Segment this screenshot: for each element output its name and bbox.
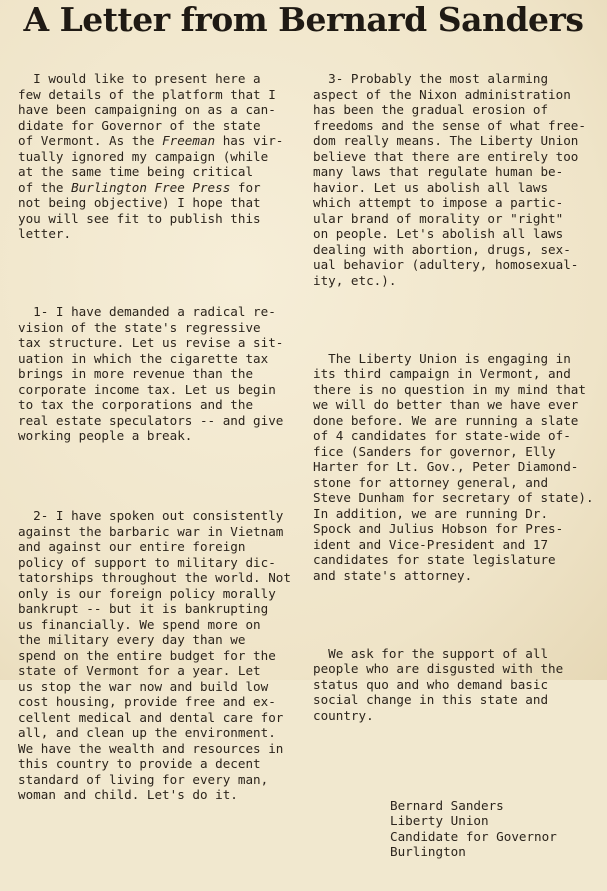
text-line: us financially. We spend more on xyxy=(18,616,261,632)
signature-block xyxy=(390,798,603,860)
text-line: on people. Let's abolish all laws xyxy=(313,226,564,241)
text-line: believe that there are entirely too xyxy=(313,148,579,164)
line-segment: has vir- xyxy=(215,133,284,148)
text-line: corporate income tax. Let us begin xyxy=(18,381,276,397)
text-line: we will do better than we have ever xyxy=(313,397,579,412)
text-line: stone for attorney general, and xyxy=(313,474,549,490)
text-line: ual behavior (adultery, homosexual- xyxy=(313,257,579,272)
signature-party: Liberty Union xyxy=(390,813,489,828)
text-line: social change in this state and xyxy=(313,692,549,707)
text-line: have been campaigning on as a can- xyxy=(18,102,276,117)
text-line: fice (Sanders for governor, Elly xyxy=(313,443,556,459)
text-line: and against our entire foreign xyxy=(18,539,246,554)
text-line: brings in more revenue than the xyxy=(18,366,254,381)
text-line: ident and Vice-President and 17 xyxy=(313,536,549,552)
signature-name: Bernard Sanders xyxy=(390,797,504,813)
text-line: which attempt to impose a partic- xyxy=(313,195,564,210)
appeal-paragraph xyxy=(313,646,603,724)
text-line: The Liberty Union is engaging in xyxy=(313,350,571,366)
text-line: ity, etc.). xyxy=(313,272,397,288)
point-2-paragraph xyxy=(18,508,304,803)
text-line: done before. We are running a slate xyxy=(313,412,579,428)
text-line: bankrupt -- but it is bankrupting xyxy=(18,601,269,616)
text-line: to tax the corporations and the xyxy=(18,397,254,412)
text-line: 2- I have spoken out consistently xyxy=(18,508,284,523)
text-line: ular brand of morality or "right" xyxy=(313,210,564,226)
text-line: standard of living for every man, xyxy=(18,771,269,787)
signature-city: Burlington xyxy=(390,844,466,859)
text-line: cellent medical and dental care for xyxy=(18,709,284,725)
text-line: aspect of the Nixon administration xyxy=(313,86,571,102)
text-line: state of Vermont for a year. Let xyxy=(18,663,261,678)
text-line: woman and child. Let's do it. xyxy=(18,787,238,802)
text-line xyxy=(18,180,304,196)
text-line: this country to provide a decent xyxy=(18,756,261,771)
text-line: us stop the war now and build low xyxy=(18,678,269,694)
text-line: not being objective) I hope that xyxy=(18,195,261,210)
text-line: Spock and Julius Hobson for Pres- xyxy=(313,521,564,536)
text-line: only is our foreign policy morally xyxy=(18,585,276,601)
text-line: policy of support to military dic- xyxy=(18,554,276,570)
text-line: all, and clean up the environment. xyxy=(18,725,276,740)
text-line: against the barbaric war in Vietnam xyxy=(18,523,284,539)
text-line: status quo and who demand basic xyxy=(313,676,549,692)
right-column xyxy=(313,40,603,891)
text-line: spend on the entire budget for the xyxy=(18,647,276,663)
text-line: freedoms and the sense of what free- xyxy=(313,117,586,133)
text-line: dealing with abortion, drugs, sex- xyxy=(313,241,571,257)
text-line: tatorships throughout the world. Not xyxy=(18,570,291,585)
line-segment: of the xyxy=(18,179,72,195)
text-line: cost housing, provide free and ex- xyxy=(18,694,276,709)
point-3-paragraph xyxy=(313,71,603,288)
text-line: candidates for state legislature xyxy=(313,552,556,567)
text-line: vision of the state's regressive xyxy=(18,319,261,335)
point-1-paragraph xyxy=(18,304,304,444)
intro-paragraph xyxy=(18,71,304,242)
text-line: In addition, we are running Dr. xyxy=(313,505,549,521)
text-line: We ask for the support of all xyxy=(313,645,549,661)
text-line xyxy=(18,133,304,149)
text-line: letter. xyxy=(18,226,72,241)
text-line: We have the wealth and resources in xyxy=(18,740,284,756)
text-line: Harter for Lt. Gov., Peter Diamond- xyxy=(313,459,579,474)
text-line: and state's attorney. xyxy=(313,567,473,583)
text-line: at the same time being critical xyxy=(18,164,254,179)
line-segment: of Vermont. As the xyxy=(18,133,163,148)
left-column xyxy=(18,40,304,834)
text-line: I would like to present here a xyxy=(18,71,261,86)
text-line: dom really means. The Liberty Union xyxy=(313,133,579,148)
campaign-paragraph xyxy=(313,351,603,584)
text-line: country. xyxy=(313,707,374,723)
text-line: the military every day than we xyxy=(18,632,246,647)
text-line: tually ignored my campaign (while xyxy=(18,148,269,164)
publication-name: Burlington Free Press xyxy=(71,179,231,195)
line-segment: for xyxy=(230,179,261,195)
text-line: 1- I have demanded a radical re- xyxy=(18,304,276,319)
signature-role: Candidate for Governor xyxy=(390,828,557,844)
text-line: real estate speculators -- and give xyxy=(18,412,284,428)
text-line: Steve Dunham for secretary of state). xyxy=(313,490,594,505)
text-line: didate for Governor of the state xyxy=(18,117,261,133)
text-line: tax structure. Let us revise a sit- xyxy=(18,335,284,350)
publication-name: Freeman xyxy=(162,133,216,148)
text-line: working people a break. xyxy=(18,428,193,443)
text-line: there is no question in my mind that xyxy=(313,381,586,397)
text-line: few details of the platform that I xyxy=(18,86,276,102)
text-line: people who are disgusted with the xyxy=(313,661,564,676)
text-line: havior. Let us abolish all laws xyxy=(313,179,549,195)
text-line: its third campaign in Vermont, and xyxy=(313,366,571,381)
text-line: has been the gradual erosion of xyxy=(313,102,549,117)
headline: A Letter from Bernard Sanders xyxy=(23,0,584,39)
text-line: many laws that regulate human be- xyxy=(313,164,564,179)
text-line: 3- Probably the most alarming xyxy=(313,71,549,86)
text-line: uation in which the cigarette tax xyxy=(18,350,269,366)
text-line: of 4 candidates for state-wide of- xyxy=(313,428,571,443)
text-line: you will see fit to publish this xyxy=(18,210,261,226)
